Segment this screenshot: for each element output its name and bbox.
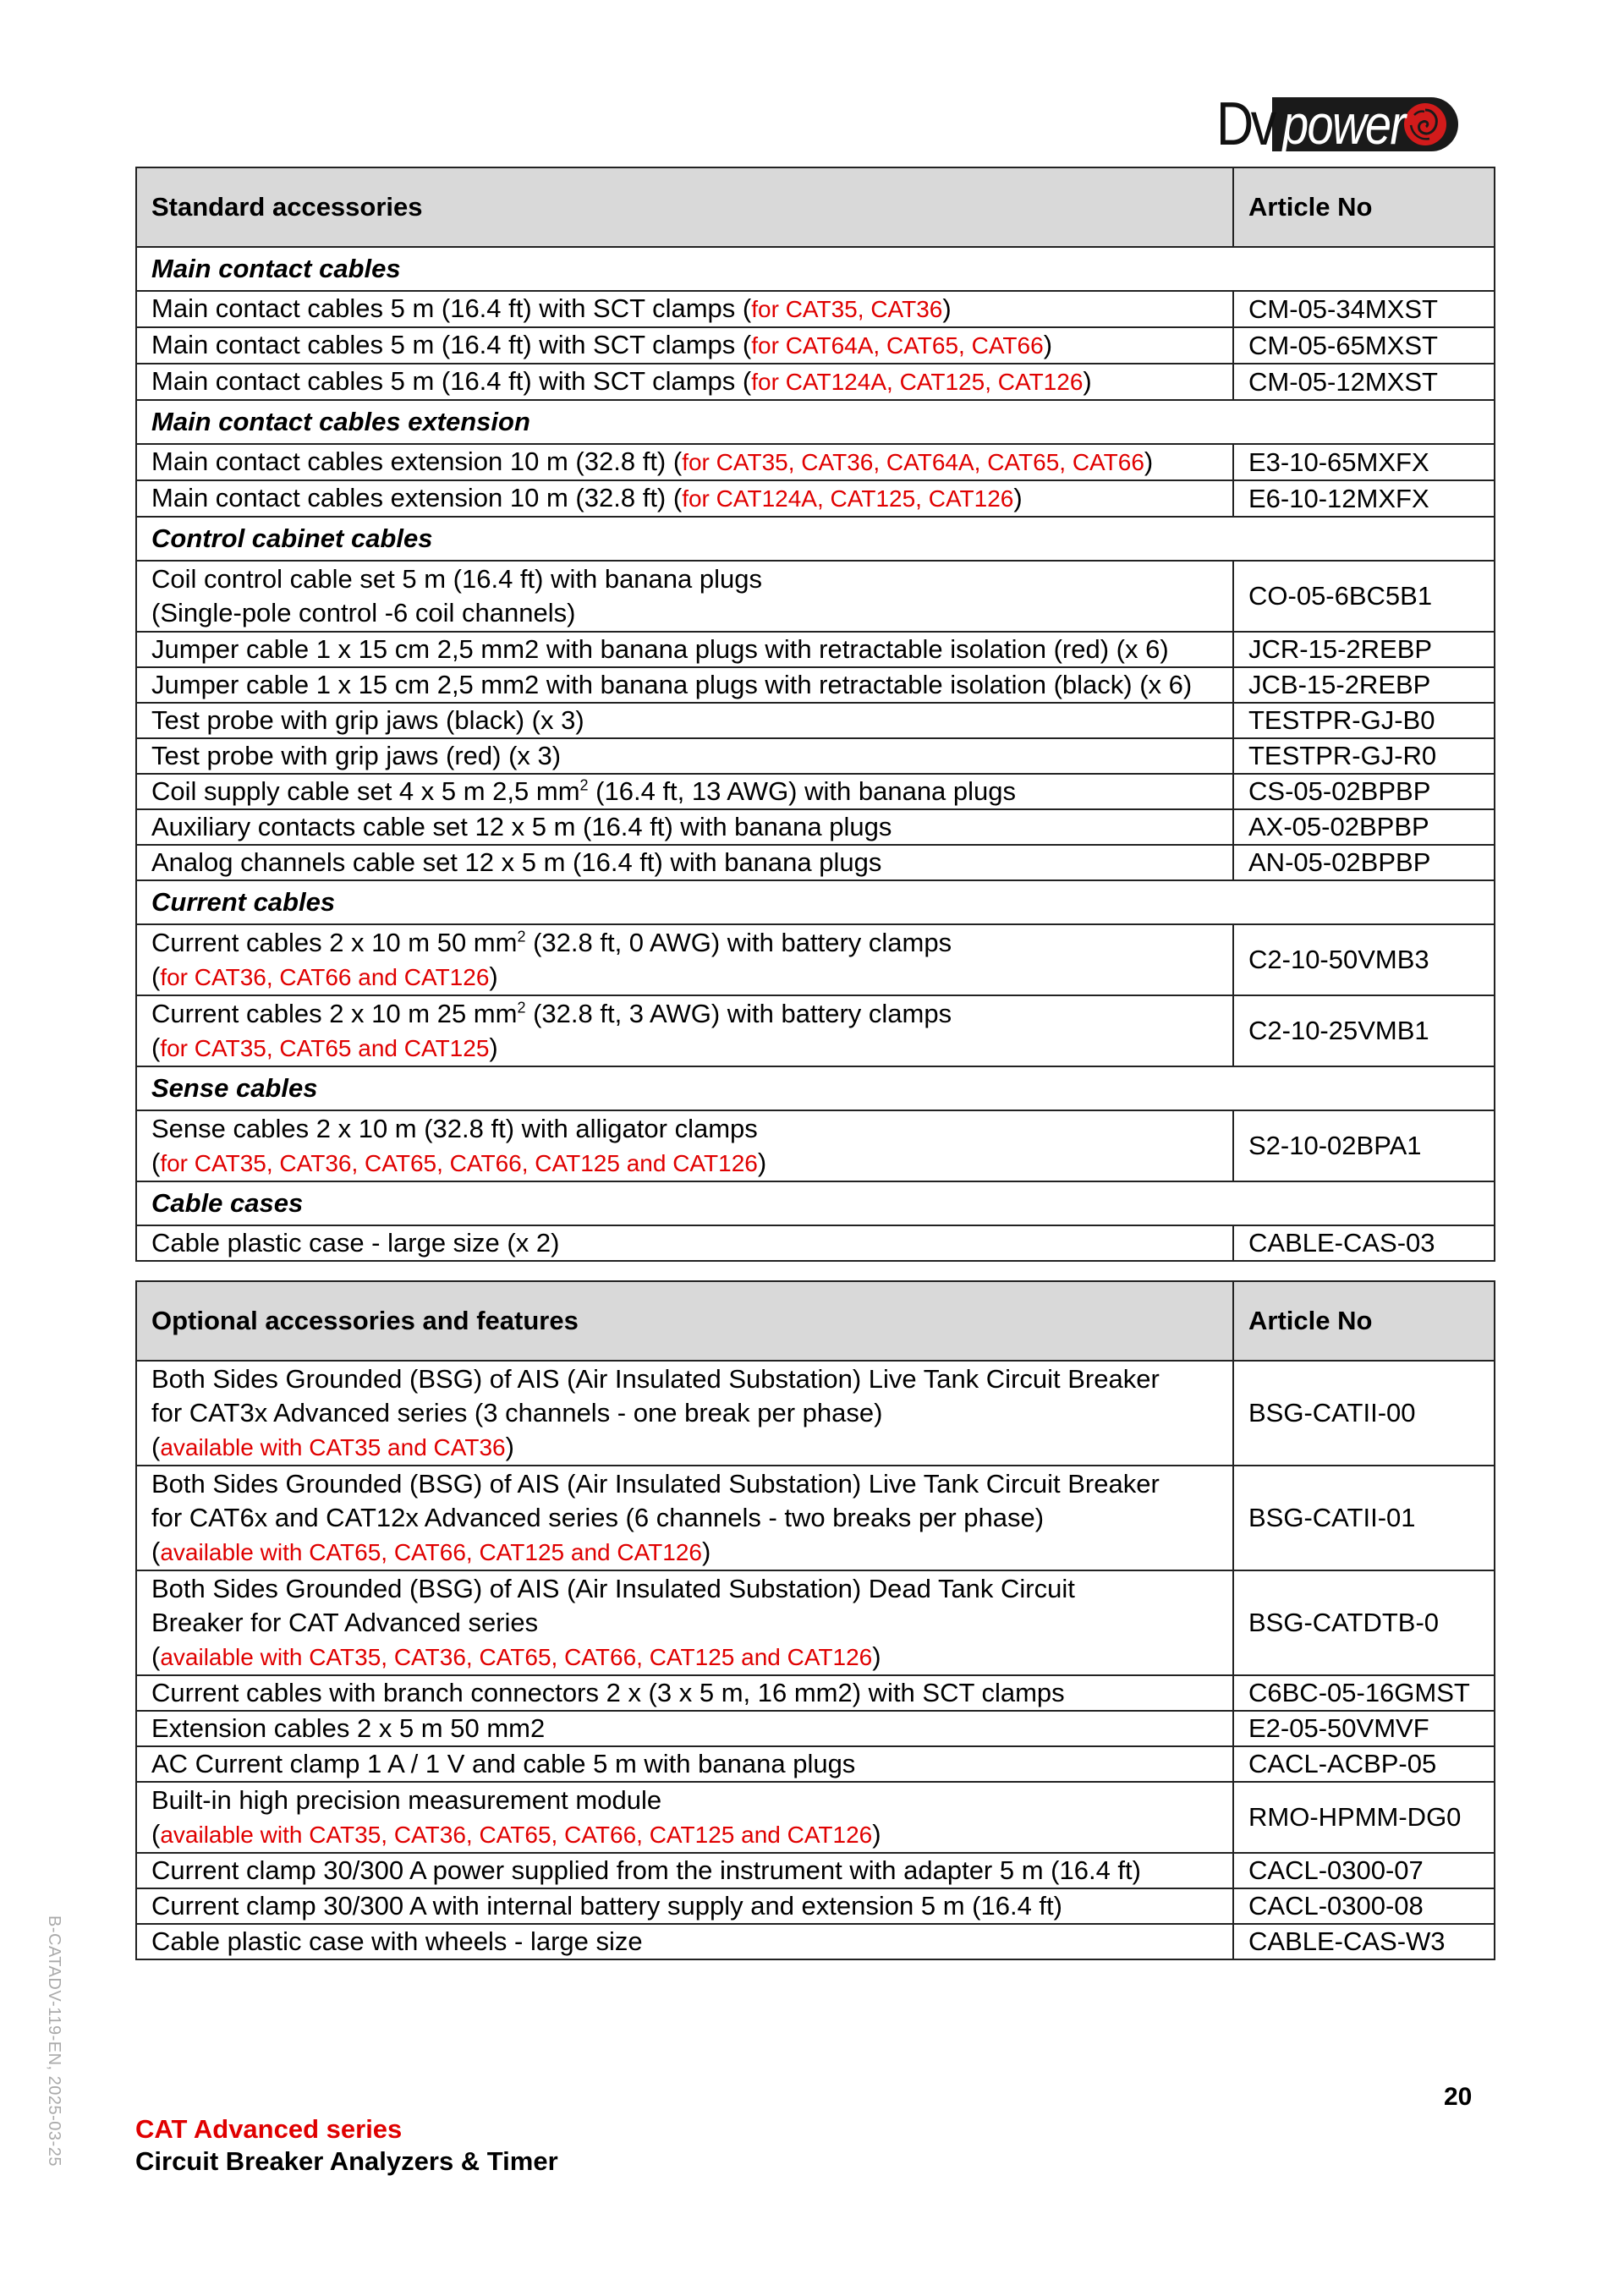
description-text: Main contact cables extension 10 m (32.8 ft) ( <box>151 483 683 512</box>
article-number: CABLE-CAS-W3 <box>1233 1924 1495 1959</box>
table-row <box>136 561 1495 632</box>
table-row <box>136 1466 1495 1570</box>
optional-accessories-table <box>135 1280 1495 1960</box>
section-title: Main contact cables <box>136 247 1495 291</box>
standard-accessories-table <box>135 167 1495 1262</box>
article-number: C6BC-05-16GMST <box>1233 1675 1495 1711</box>
table-row <box>136 1924 1495 1959</box>
page-number: 20 <box>1444 2083 1473 2111</box>
description-text: Coil supply cable set 4 x 5 m 2,5 mm <box>151 776 580 806</box>
header-article-no: Article No <box>1233 167 1495 247</box>
article-number: BSG-CATDTB-0 <box>1233 1570 1495 1675</box>
compatibility-note: for CAT124A, CAT125, CAT126 <box>751 369 1084 395</box>
description-tail: ) <box>1043 330 1053 359</box>
item-description <box>136 1110 1233 1181</box>
paren-close: ) <box>872 1818 881 1849</box>
table-row <box>136 1711 1495 1746</box>
item-description <box>136 1924 1233 1959</box>
item-description <box>136 1570 1233 1675</box>
paren-close: ) <box>489 1032 498 1062</box>
article-number: TESTPR-GJ-B0 <box>1233 703 1495 738</box>
description-line <box>151 739 1218 773</box>
compatibility-note: for CAT35, CAT36, CAT65, CAT66, CAT125 and CAT126 <box>160 1149 758 1176</box>
article-number: BSG-CATII-00 <box>1233 1361 1495 1466</box>
table-row <box>136 632 1495 667</box>
description-tail: ) <box>1144 447 1154 476</box>
compatibility-note: for CAT124A, CAT125, CAT126 <box>682 485 1014 512</box>
rose-icon <box>1402 101 1448 147</box>
paren-open: ( <box>151 1147 161 1177</box>
description-line <box>151 562 1218 596</box>
paren-close: ) <box>505 1431 514 1461</box>
description-text: Cable plastic case - large size (x 2) <box>151 1228 560 1258</box>
table-row <box>136 1225 1495 1261</box>
article-number: RMO-HPMM-DG0 <box>1233 1782 1495 1853</box>
description-line: Current clamp 30/300 A power supplied from the instrument with adapter 5 m (16.4 ft) <box>151 1855 1141 1885</box>
article-number: JCR-15-2REBP <box>1233 632 1495 667</box>
description-tail: (32.8 ft, 3 AWG) with battery clamps <box>525 998 952 1028</box>
compatibility-note: available with CAT35, CAT36, CAT65, CAT66, CAT125 and CAT126 <box>160 1821 873 1848</box>
description-text: Jumper cable 1 x 15 cm 2,5 mm2 with banana plugs with retractable isolation (red) (x 6) <box>151 634 1169 664</box>
section-title: Main contact cables extension <box>136 400 1495 444</box>
superscript: 2 <box>517 999 526 1016</box>
article-number: AX-05-02BPBP <box>1233 809 1495 845</box>
item-description <box>136 1782 1233 1853</box>
table-row <box>136 1853 1495 1888</box>
compatibility-line <box>151 1031 1218 1066</box>
description-line <box>151 1226 1218 1260</box>
description-line <box>151 633 1218 666</box>
section-header-row <box>136 1181 1495 1225</box>
article-number: E6-10-12MXFX <box>1233 480 1495 517</box>
table-row <box>136 1782 1495 1853</box>
description-text: Test probe with grip jaws (black) (x 3) <box>151 705 584 735</box>
section-title: Current cables <box>136 880 1495 924</box>
compatibility-line <box>151 1430 1218 1465</box>
description-line <box>151 775 1218 808</box>
article-number: JCB-15-2REBP <box>1233 667 1495 703</box>
description-line: Both Sides Grounded (BSG) of AIS (Air Insulated Substation) Dead Tank Circuit <box>151 1573 1075 1603</box>
item-description <box>136 845 1233 880</box>
document-code: B-CATADV-119-EN, 2025-03-25 <box>45 1915 63 2167</box>
item-description <box>136 480 1233 517</box>
section-header-row <box>136 400 1495 444</box>
compatibility-note: available with CAT35, CAT36, CAT65, CAT66, CAT125 and CAT126 <box>160 1643 873 1670</box>
table-row <box>136 291 1495 327</box>
item-description <box>136 667 1233 703</box>
table-row <box>136 1570 1495 1675</box>
table-row <box>136 1361 1495 1466</box>
article-number: BSG-CATII-01 <box>1233 1466 1495 1570</box>
table-row <box>136 667 1495 703</box>
description-text: Analog channels cable set 12 x 5 m (16.4 ft) with banana plugs <box>151 847 882 877</box>
compatibility-note: for CAT35, CAT36 <box>751 296 943 322</box>
logo-pill <box>1272 93 1458 156</box>
table-row <box>136 738 1495 774</box>
header-description: Optional accessories and features <box>136 1281 1233 1361</box>
paren-open: ( <box>151 1431 161 1461</box>
superscript: 2 <box>579 776 589 794</box>
table-row <box>136 1746 1495 1782</box>
description-text: Auxiliary contacts cable set 12 x 5 m (16.4 ft) with banana plugs <box>151 812 892 841</box>
description-tail: (16.4 ft, 13 AWG) with banana plugs <box>588 776 1017 806</box>
section-header-row <box>136 517 1495 561</box>
description-text: Test probe with grip jaws (red) (x 3) <box>151 741 562 770</box>
table-row <box>136 364 1495 400</box>
article-number: CM-05-34MXST <box>1233 291 1495 327</box>
compatibility-line <box>151 1640 1218 1674</box>
item-description <box>136 809 1233 845</box>
item-description <box>136 364 1233 400</box>
description-text: Jumper cable 1 x 15 cm 2,5 mm2 with banana plugs with retractable isolation (black) (x 6) <box>151 670 1193 699</box>
section-header-row <box>136 880 1495 924</box>
description-line <box>151 481 1218 516</box>
section-title: Sense cables <box>136 1066 1495 1110</box>
article-number: CACL-0300-07 <box>1233 1853 1495 1888</box>
compatibility-note: for CAT35, CAT65 and CAT125 <box>160 1034 490 1061</box>
compatibility-line <box>151 1535 1218 1570</box>
description-line: Cable plastic case with wheels - large size <box>151 1926 643 1956</box>
description-line <box>151 846 1218 879</box>
description-text: Coil control cable set 5 m (16.4 ft) with banana plugs <box>151 564 762 594</box>
item-description <box>136 1888 1233 1924</box>
compatibility-note: for CAT64A, CAT65, CAT66 <box>751 332 1044 359</box>
header-description: Standard accessories <box>136 167 1233 247</box>
paren-close: ) <box>489 961 498 991</box>
paren-open: ( <box>151 1818 161 1849</box>
table-row <box>136 845 1495 880</box>
table-row <box>136 480 1495 517</box>
article-number: CS-05-02BPBP <box>1233 774 1495 809</box>
superscript: 2 <box>517 928 526 945</box>
description-line: Both Sides Grounded (BSG) of AIS (Air Insulated Substation) Live Tank Circuit Breaker <box>151 1468 1160 1499</box>
item-description <box>136 1746 1233 1782</box>
description-line: Breaker for CAT Advanced series <box>151 1607 539 1637</box>
item-description <box>136 444 1233 480</box>
description-text: Main contact cables 5 m (16.4 ft) with SCT clamps ( <box>151 293 752 323</box>
description-text: Main contact cables 5 m (16.4 ft) with SCT clamps ( <box>151 366 752 396</box>
item-description <box>136 924 1233 995</box>
item-description <box>136 1225 1233 1261</box>
description-line <box>151 445 1218 479</box>
table-row <box>136 1110 1495 1181</box>
paren-close: ) <box>872 1641 881 1671</box>
article-number: CACL-ACBP-05 <box>1233 1746 1495 1782</box>
paren-open: ( <box>151 1032 161 1062</box>
item-description <box>136 291 1233 327</box>
article-number: S2-10-02BPA1 <box>1233 1110 1495 1181</box>
section-title: Control cabinet cables <box>136 517 1495 561</box>
compatibility-note: for CAT35, CAT36, CAT64A, CAT65, CAT66 <box>682 449 1144 475</box>
description-line <box>151 997 1218 1031</box>
compatibility-line <box>151 1817 1218 1852</box>
compatibility-line <box>151 1146 1218 1181</box>
article-number: E2-05-50VMVF <box>1233 1711 1495 1746</box>
dv-power-logo <box>1216 90 1458 158</box>
item-description <box>136 632 1233 667</box>
section-header-row <box>136 1066 1495 1110</box>
description-line <box>151 668 1218 702</box>
footer-series: CAT Advanced series <box>135 2114 403 2144</box>
description-line <box>151 1112 1218 1146</box>
description-text: Sense cables 2 x 10 m (32.8 ft) with alligator clamps <box>151 1113 758 1143</box>
paren-open: ( <box>151 1641 161 1671</box>
description-text: Current cables 2 x 10 m 25 mm <box>151 998 518 1028</box>
description-line <box>151 364 1218 399</box>
description-line: Built-in high precision measurement module <box>151 1784 662 1815</box>
paren-open: ( <box>151 961 161 991</box>
item-description <box>136 327 1233 364</box>
table-header-row <box>136 167 1495 247</box>
article-number: CABLE-CAS-03 <box>1233 1225 1495 1261</box>
section-header-row <box>136 247 1495 291</box>
footer-subtitle: Circuit Breaker Analyzers & Timer <box>135 2146 558 2176</box>
description-line: for CAT3x Advanced series (3 channels - one break per phase) <box>151 1397 883 1427</box>
description-tail: ) <box>942 293 952 323</box>
logo-text-power: power <box>1282 93 1405 156</box>
compatibility-note: for CAT36, CAT66 and CAT126 <box>160 963 490 990</box>
table-row <box>136 703 1495 738</box>
table-row <box>136 327 1495 364</box>
description-line <box>151 704 1218 737</box>
description-line: for CAT6x and CAT12x Advanced series (6 channels - two breaks per phase) <box>151 1502 1045 1532</box>
table-row <box>136 444 1495 480</box>
table-row <box>136 1888 1495 1924</box>
article-number: CM-05-65MXST <box>1233 327 1495 364</box>
description-tail: ) <box>1013 483 1023 512</box>
logo-text-dv: Dv <box>1216 90 1274 158</box>
paren-close: ) <box>702 1536 711 1566</box>
table-row <box>136 924 1495 995</box>
article-number: AN-05-02BPBP <box>1233 845 1495 880</box>
description-line <box>151 810 1218 844</box>
description-tail: ) <box>1083 366 1092 396</box>
item-description <box>136 774 1233 809</box>
header-article-no: Article No <box>1233 1281 1495 1361</box>
description-line: Both Sides Grounded (BSG) of AIS (Air Insulated Substation) Live Tank Circuit Breaker <box>151 1363 1160 1394</box>
description-line: (Single-pole control -6 coil channels) <box>151 598 576 627</box>
item-description <box>136 1853 1233 1888</box>
item-description <box>136 703 1233 738</box>
table-row <box>136 809 1495 845</box>
item-description <box>136 738 1233 774</box>
article-number: TESTPR-GJ-R0 <box>1233 738 1495 774</box>
article-number: CACL-0300-08 <box>1233 1888 1495 1924</box>
description-line <box>151 926 1218 960</box>
paren-open: ( <box>151 1536 161 1566</box>
compatibility-note: available with CAT65, CAT66, CAT125 and CAT126 <box>160 1538 703 1565</box>
section-title: Cable cases <box>136 1181 1495 1225</box>
item-description <box>136 1675 1233 1711</box>
description-text: Current cables 2 x 10 m 50 mm <box>151 927 518 957</box>
item-description <box>136 995 1233 1066</box>
article-number: C2-10-25VMB1 <box>1233 995 1495 1066</box>
description-line: AC Current clamp 1 A / 1 V and cable 5 m with banana plugs <box>151 1749 856 1778</box>
item-description <box>136 561 1233 632</box>
description-line <box>151 292 1218 326</box>
compatibility-note: available with CAT35 and CAT36 <box>160 1433 506 1460</box>
description-text: Main contact cables extension 10 m (32.8 ft) ( <box>151 447 683 476</box>
description-line: Current clamp 30/300 A with internal battery supply and extension 5 m (16.4 ft) <box>151 1891 1062 1921</box>
article-number: C2-10-50VMB3 <box>1233 924 1495 995</box>
table-row <box>136 1675 1495 1711</box>
table-row <box>136 995 1495 1066</box>
table-header-row <box>136 1281 1495 1361</box>
item-description <box>136 1361 1233 1466</box>
item-description <box>136 1711 1233 1746</box>
compatibility-line <box>151 960 1218 995</box>
description-line <box>151 328 1218 363</box>
description-line: Extension cables 2 x 5 m 50 mm2 <box>151 1713 546 1743</box>
description-text: Main contact cables 5 m (16.4 ft) with SCT clamps ( <box>151 330 752 359</box>
article-number: CM-05-12MXST <box>1233 364 1495 400</box>
article-number: CO-05-6BC5B1 <box>1233 561 1495 632</box>
paren-close: ) <box>757 1147 767 1177</box>
description-line: Current cables with branch connectors 2 x (3 x 5 m, 16 mm2) with SCT clamps <box>151 1678 1065 1707</box>
article-number: E3-10-65MXFX <box>1233 444 1495 480</box>
table-row <box>136 774 1495 809</box>
description-tail: (32.8 ft, 0 AWG) with battery clamps <box>525 927 952 957</box>
item-description <box>136 1466 1233 1570</box>
